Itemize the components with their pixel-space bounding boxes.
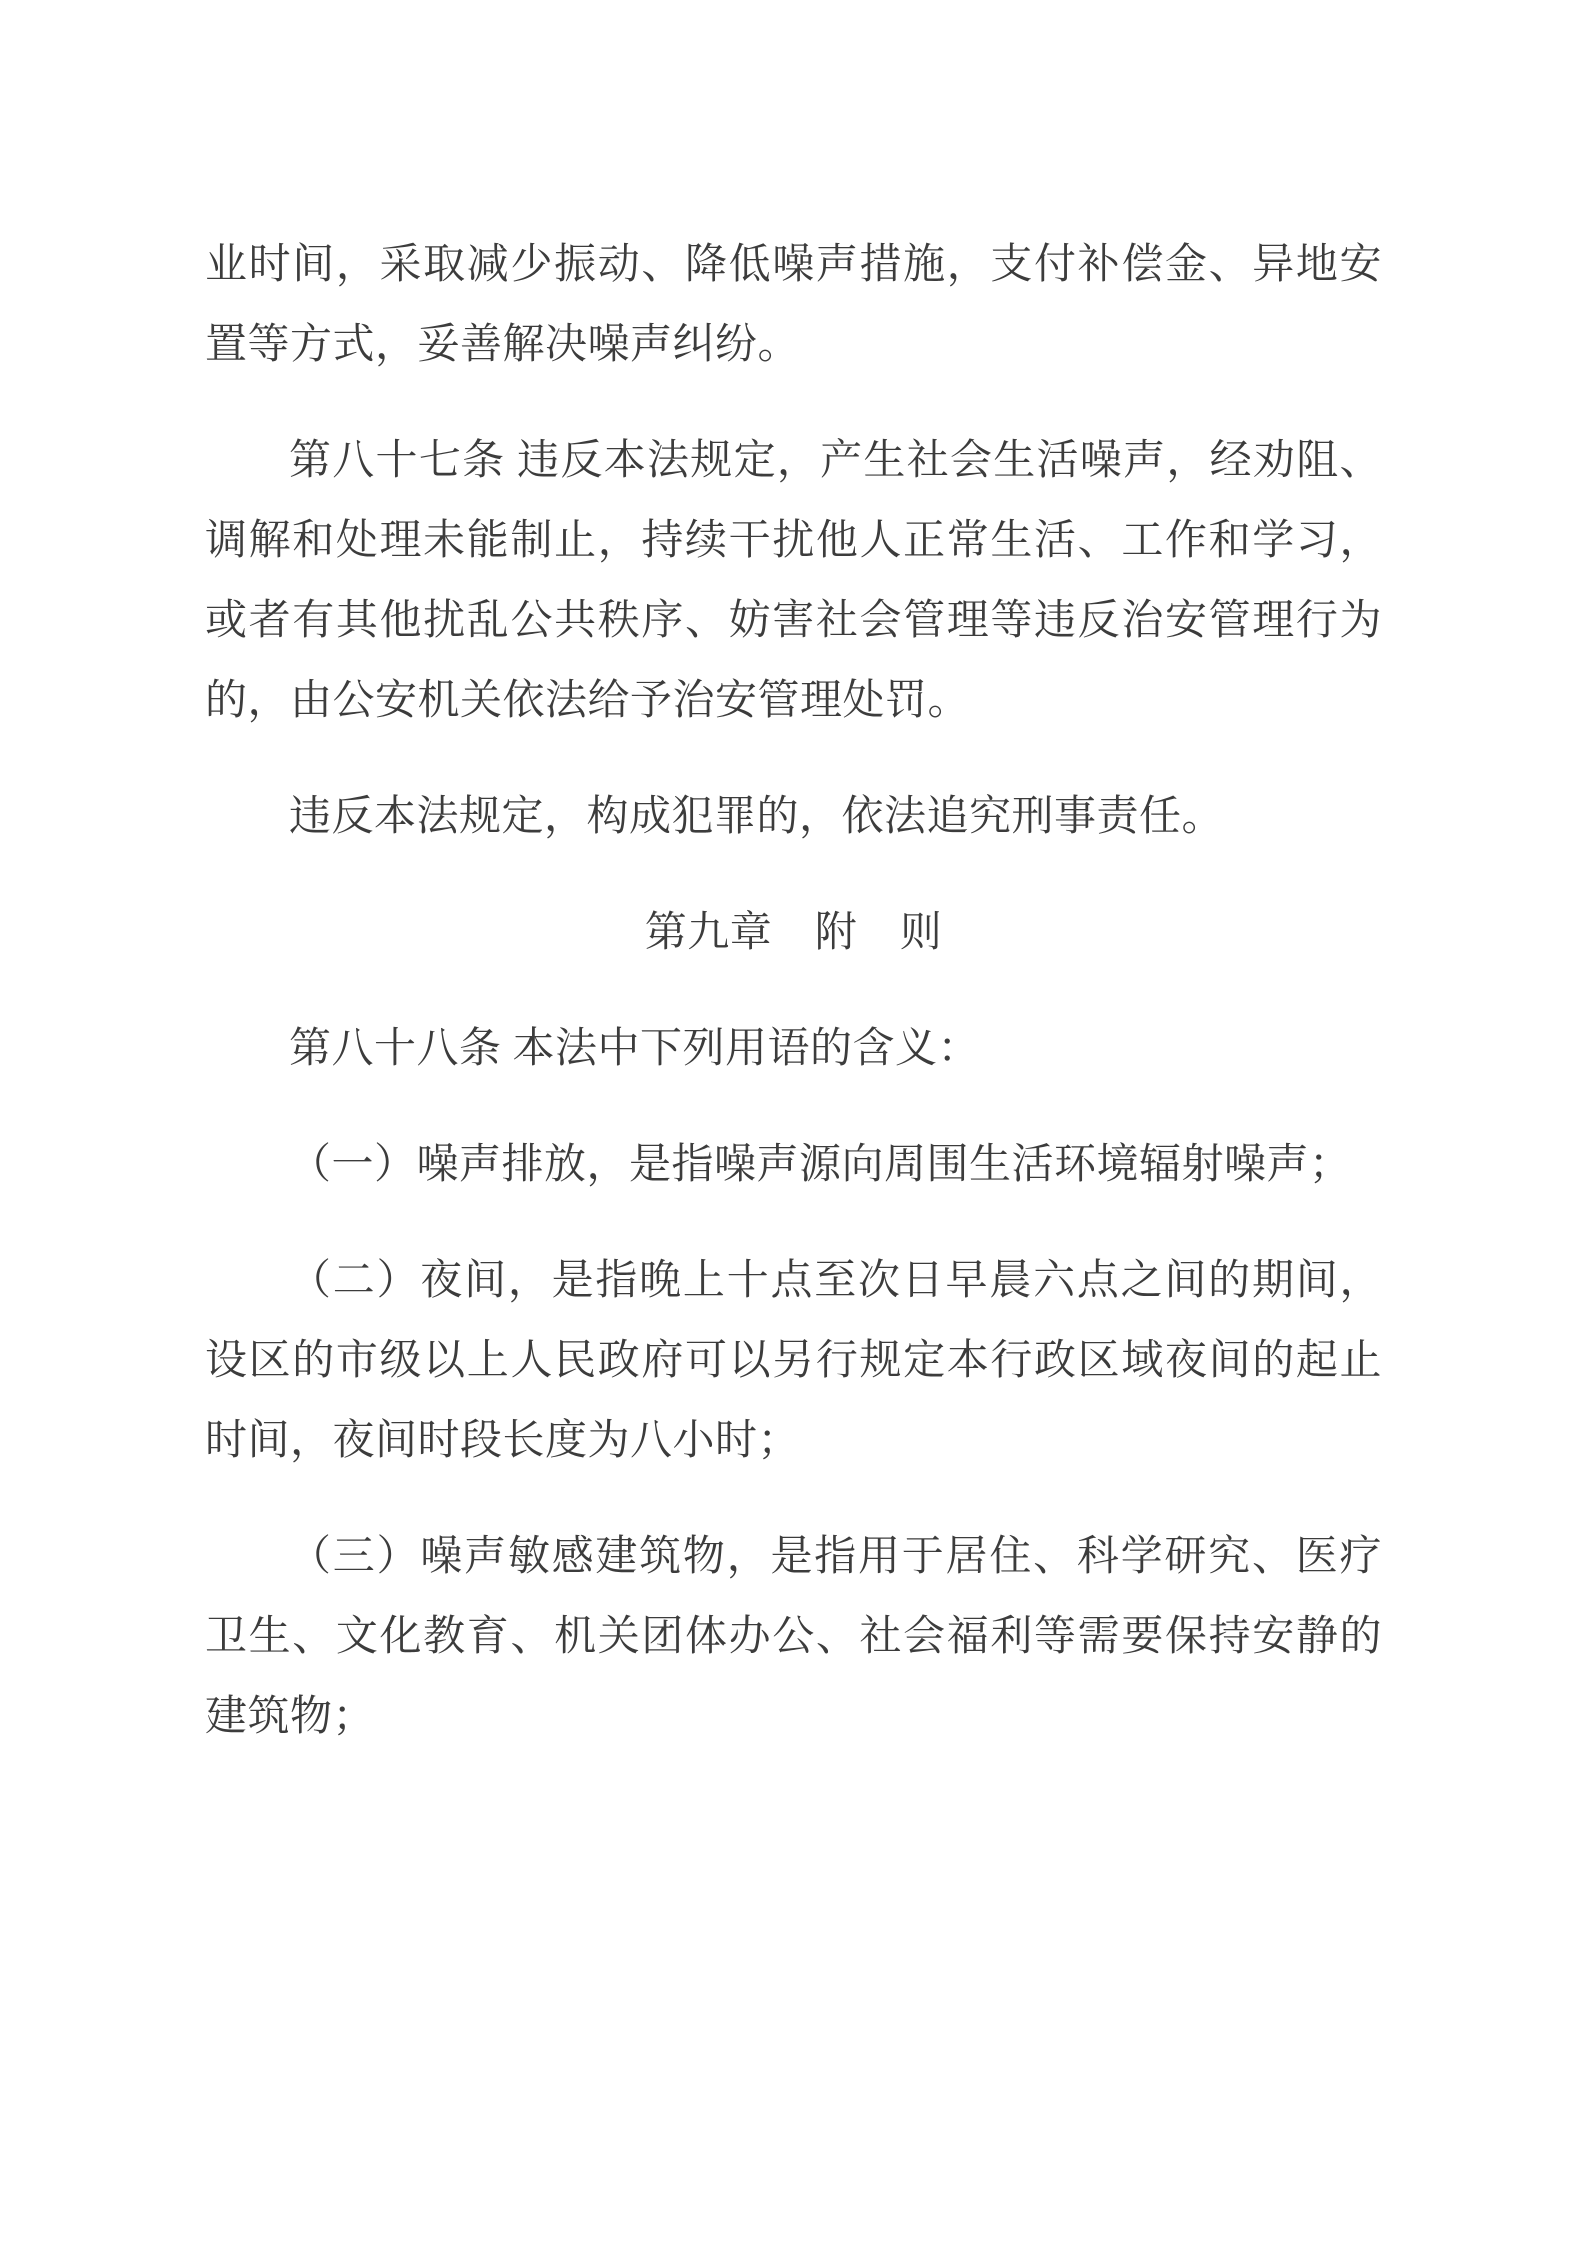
paragraph-continuation: 业时间，采取减少振动、降低噪声措施，支付补偿金、异地安置等方式，妥善解决噪声纠纷。 xyxy=(205,242,1382,368)
definition-item-2: （二）夜间，是指晚上十点至次日早晨六点之间的期间，设区的市级以上人民政府可以另行规定本行政区域夜间的起止时间，夜间时段长度为八小时； xyxy=(205,1258,1382,1464)
article-88-paragraph: 第八十八条 本法中下列用语的含义： xyxy=(289,1026,981,1072)
article-87-paragraph: 第八十七条 违反本法规定，产生社会生活噪声，经劝阻、调解和处理未能制止，持续干扰他人正常生活、工作和学习，或者有其他扰乱公共秩序、妨害社会管理等违反治安管理行为的，由公安机关依法给予治安管理处罚。 xyxy=(205,438,1382,724)
criminal-liability-paragraph: 违反本法规定，构成犯罪的，依法追究刑事责任。 xyxy=(289,794,1225,840)
chapter-9-heading: 第九章 附 则 xyxy=(644,910,943,956)
definition-item-3: （三）噪声敏感建筑物，是指用于居住、科学研究、医疗卫生、文化教育、机关团体办公、社会福利等需要保持安静的建筑物； xyxy=(205,1534,1382,1740)
definition-item-1: （一）噪声排放，是指噪声源向周围生活环境辐射噪声； xyxy=(289,1142,1352,1188)
